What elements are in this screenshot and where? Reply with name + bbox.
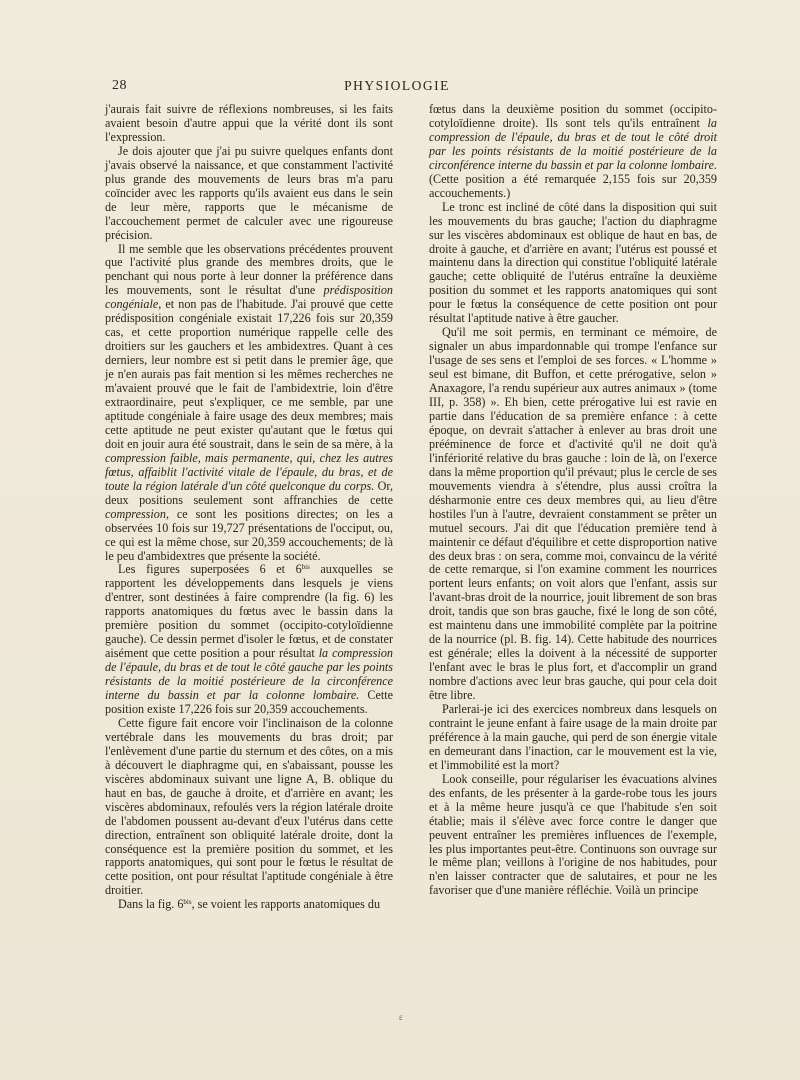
italic-run: compression — [105, 506, 166, 521]
text-run: Cette position existe 17,226 fois sur 20,359 accouchements. — [105, 688, 394, 716]
text-run: Or, deux positions seulement sont affranchies de cette — [105, 478, 393, 507]
paragraph: Parlerai-je ici des exercices nombreux dans lesquels on contraint le jeune enfant à faire usage de la main droite par préférence à la main gauche, qui perd de son énergie vitale en demeurant dans l'inaction, car le mouvement est la vie, et l'immobilité est la mort? — [429, 701, 717, 772]
paragraph: j'aurais fait suivre de réflexions nombreuses, si les faits avaient besoin d'autre appui que la vérité dont ils sont l'expression. — [105, 102, 393, 144]
running-title: PHYSIOLOGIE — [344, 78, 450, 93]
paragraph: Look conseille, pour régulariser les évacuations alvines des enfants, de les présenter à la garde-robe tous les jours et à la même heure jusqu'à ce que l'habitude s'en soit établie; mais il s'élève avec force contre le danger que peuvent entraîner les premières influences de l'exemple, les plus importantes peut-être. Continuons son ouvrage sur le même plan; veillons à l'origine de nos habitudes, pour n'en laisser contracter que de salutaires, et pour ne les favoriser que d'une manière réfléchie. Voilà un principe — [429, 771, 717, 898]
text-run: , ce sont les positions directes; on les a observées 10 fois sur 19,727 présentations de l'occiput, ou, ce qui est la même chose, sur 20,359 accouchements; de là le peu d'ambidextres que présente la société. — [105, 506, 393, 563]
paragraph — [105, 243, 393, 564]
text-run: auxquelles se rapportent les développements dans lesquels je viens d'entrer, sont destinées à faire comprendre (la fig. 6) les rapports anatomiques du fœtus avec le bassin dans la première position du sommet (occipito-cotyloïdienne gauche). Ce dessin permet d'isoler le fœtus, et de constater aisément que cette position a pour résultat — [105, 562, 393, 661]
text-run: fœtus dans la deuxième position du sommet (occipito-cotyloïdienne droite). Ils sont tels qu'ils entraînent — [429, 102, 717, 130]
paragraph — [105, 563, 393, 716]
paragraph — [105, 898, 393, 912]
text-run: , et non pas de l'habitude. J'ai prouvé que cette prédisposition congéniale existait 17,226 fois sur 20,359 cas, et cette proportion numérique rappelle celle des droitiers sur les gauchers et les ambidextres. Quant à ces derniers, leur nombre est si petit dans le premier âge, que je n'en aurais pas fait mention si les mêmes recherches ne m'avaient prouvé que le fait de l'ambidextrie, loin d'être extraordinaire, peut s'expliquer, ce me semble, par une aptitude congéniale à faire usage des deux membres; mais cette aptitude ne peut exister qu'autant que le fœtus qui doit en jouir aura été soustrait, dans le sein de sa mère, à la — [105, 297, 393, 451]
left-column — [105, 103, 393, 912]
italic-run: la compression de l'épaule, du bras et de tout le côté gauche par les points résistants de la moitié postérieure de la circonférence interne du bassin et par la colonne lombaire. — [105, 646, 393, 703]
text-run: Dans la fig. 6 — [118, 897, 184, 912]
page-number: 28 — [112, 78, 127, 93]
text-run: , se voient les rapports anatomiques du — [191, 897, 381, 912]
italic-run: compression faible, mais permanente, qui, chez les autres fœtus, affaiblit l'activité vitale de l'épaule, du bras, et de toute la région latérale d'un côté quelconque du corps. — [105, 450, 393, 493]
paragraph: Qu'il me soit permis, en terminant ce mémoire, de signaler un abus impardonnable qui trompe l'enfance sur l'usage de ses sens et l'emploi de ses forces. « L'homme » seul est bimane, dit Buffon, et cette prérogative, selon » Anaxagore, l'a rendu supérieur aux autres animaux » (tome III, p. 358) ». Eh bien, cette prérogative lui est ravie en partie dans l'éducation de sa première enfance : à cette époque, on devrait s'attacher à enlever au bras droit une prééminence de force et d'activité qu'il ne doit qu'à l'infériorité relative du bras gauche : loin de là, on l'exerce dans la même proportion qu'il prévaut; plus le cercle de ses mouvements viendra à s'étendre, plus aussi croîtra la désharmonie entre ces deux membres qui, au lieu d'être hostiles l'un à l'autre, devraient constamment se prêter un mutuel secours. J'ai dit que l'éducation première tend à maintenir ce défaut d'équilibre et cette disproportion native des deux bras : on sera, comme moi, convaincu de la vérité de cette remarque, si l'on examine comment les nourrices portent leurs enfants; on voit alors que l'enfant, assis sur l'avant-bras droit de la nourrice, jouit librement de son bras droit, tandis que son bras gauche, fixé le long de son côté, est maintenu dans une immobilité complète par la poitrine de la nourrice (pl. B. fig. 14). Cette habitude des nourrices est générale; elles la doivent à la nécessité de supporter l'enfant avec le bras le plus fort, et d'accomplir un grand nombre d'actions avec leur bras gauche, qui pour cela doit être libre. — [429, 325, 717, 703]
italic-run: la compression de l'épaule, du bras et de tout le côté droit par les points résistants de la moitié postérieure de la circonférence interne du bassin et par la colonne lombaire. — [429, 115, 717, 172]
text-run: Il me semble que les observations précédentes prouvent que l'activité plus grande des membres droits, que le penchant qui nous porte à leur donner la préférence dans les mouvements, sont le résultat d'une — [105, 241, 393, 298]
italic-run: prédisposition congéniale — [105, 283, 393, 312]
text-run: (Cette position a été remarquée 2,155 fois sur 20,359 accouchements.) — [429, 171, 717, 200]
paragraph — [429, 103, 717, 201]
paragraph: Cette figure fait encore voir l'inclinaison de la colonne vertébrale dans les mouvements du bras droit; par l'enlèvement d'une partie du sternum et des côtes, on a mis à découvert le diaphragme qui, en s'abaissant, pousse les viscères abdominaux suivant une ligne A, B. oblique du haut en bas, de gauche à droite, et d'arrière en avant; les viscères abdominaux, refoulés vers la région latérale droite de l'abdomen poussent au-devant d'eux l'utérus dans cette direction, entraînent son obliquité latérale droite, dont la conséquence est la première position du sommet, et les rapports anatomiques, qui sont pour le fœtus le résultat de cette position, ont pour résultat l'aptitude congéniale à être droitier. — [105, 715, 393, 898]
superscript: bis — [183, 898, 192, 907]
text-run: Les figures superposées 6 et 6 — [118, 562, 302, 577]
paragraph: Le tronc est incliné de côté dans la disposition qui suit les mouvements du bras gauche; l'action du diaphragme sur les viscères abdominaux est oblique de haut en bas, de droite à gauche, et d'arrière en avant; l'utérus est poussé et maintenu dans la direction qui constitue l'obliquité latérale gauche; cette obliquité de l'utérus entraîne la deuxième position du sommet et les rapports anatomiques qui sont pour le fœtus la conséquence de cette position ont pour résultat l'aptitude native à être gaucher. — [429, 199, 717, 326]
superscript: bis — [301, 563, 310, 572]
page-header — [112, 78, 682, 98]
printer-mark: ε — [399, 1012, 403, 1022]
paragraph: Je dois ajouter que j'ai pu suivre quelques enfants dont j'avais observé la naissance, et que constamment l'activité plus grande des mouvements de leurs bras m'a paru coïncider avec les rapports qu'ils avaient eus dans le sein de leur mère, rapports que le mécanisme de l'accouchement permet de calculer avec une rigoureuse précision. — [105, 143, 393, 242]
right-column — [429, 103, 717, 898]
